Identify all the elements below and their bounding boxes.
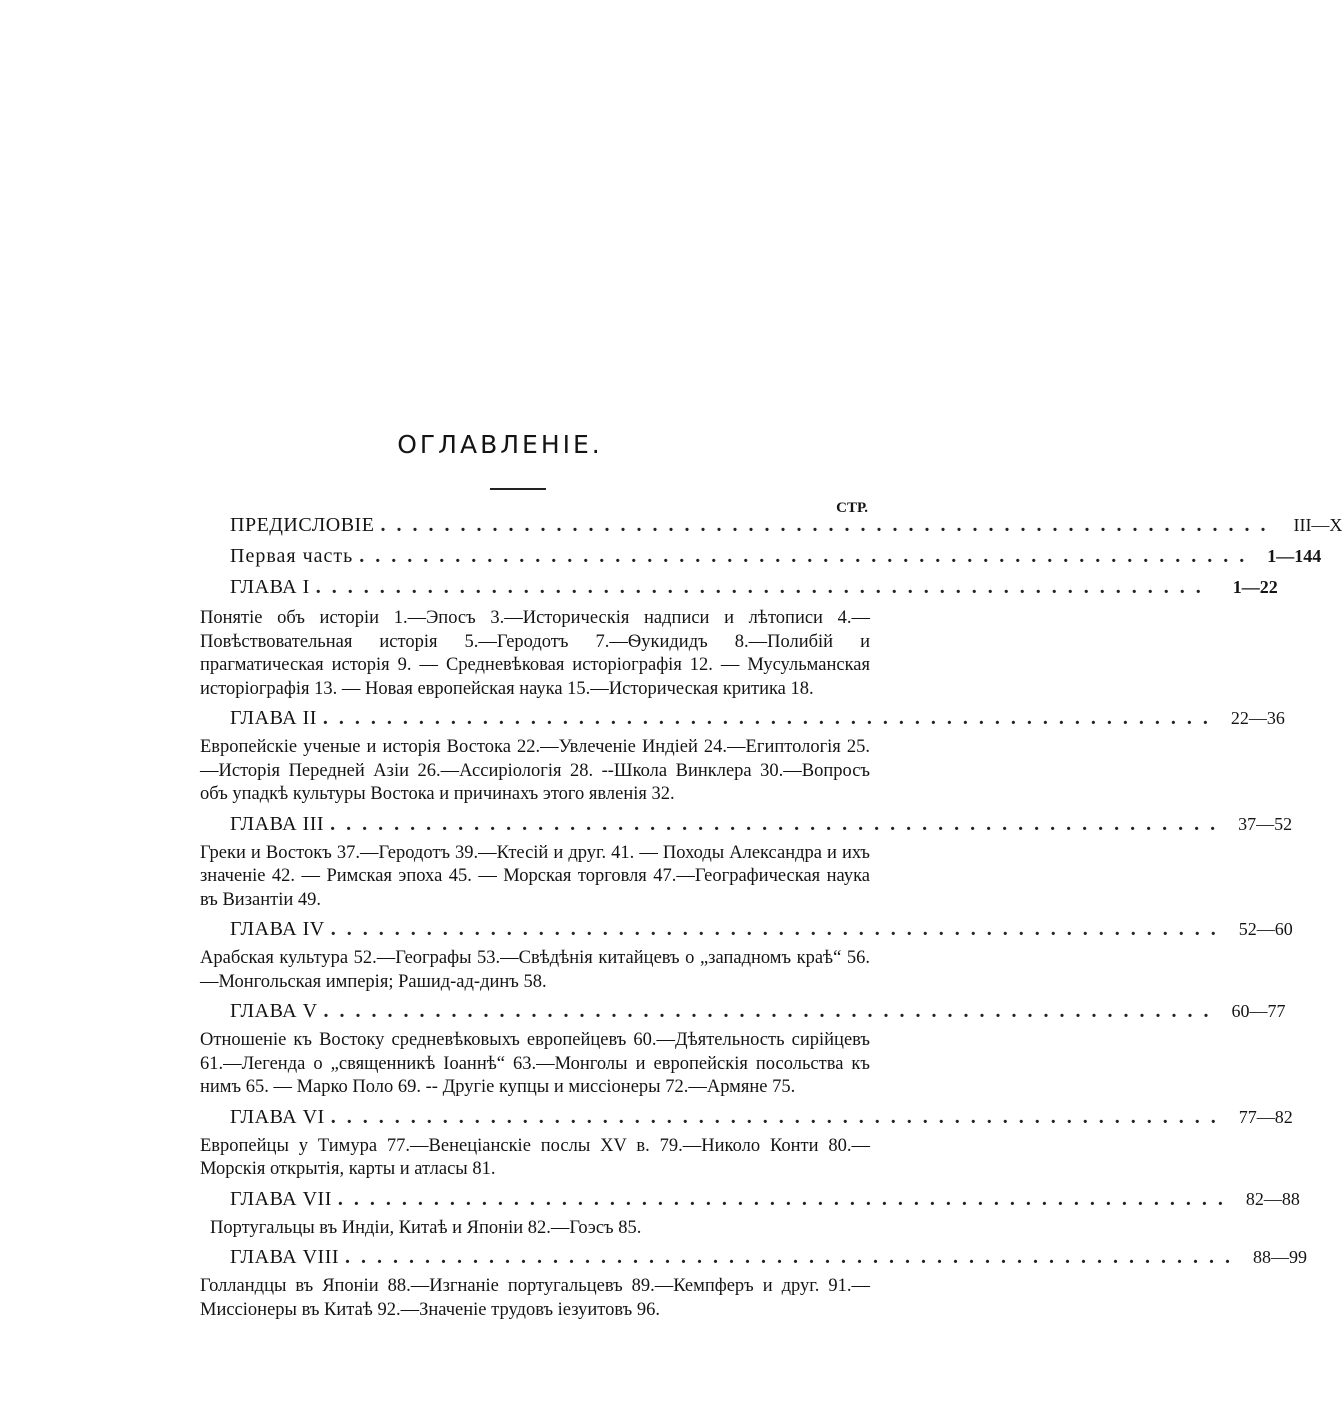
toc-entry-label: ГЛАВА II bbox=[230, 707, 317, 729]
page-title: ОГЛАВЛЕНІЕ. bbox=[397, 430, 603, 459]
toc-entry-label: ГЛАВА III bbox=[230, 812, 325, 835]
toc-entry-label: ГЛАВА V bbox=[230, 1000, 318, 1022]
dot-leader: ........................................................ bbox=[330, 918, 1227, 940]
chapter-summary: Европейцы у Тимура 77.—Венеціанскіе послы XV в. 79.—Николо Конти 80.—Морскія открытія, карты и атласы 81. bbox=[200, 1135, 870, 1179]
toc-entry-pages: 82—88 bbox=[1245, 1188, 1300, 1209]
dot-leader: ........................................................ bbox=[380, 514, 1277, 536]
dot-leader: ........................................................ bbox=[315, 576, 1212, 598]
toc-entry-pages: 88—99 bbox=[1253, 1247, 1308, 1267]
toc-entry bbox=[200, 918, 1293, 947]
toc-entry bbox=[200, 576, 1278, 607]
dot-leader: ........................................................ bbox=[359, 545, 1256, 567]
toc-entry-label: Первая часть bbox=[230, 545, 354, 567]
dot-leader: ........................................................ bbox=[345, 1246, 1242, 1268]
chapter-summary: Европейскіе ученые и исторія Востока 22.—Увлеченіе Индіей 24.—Египтологія 25.—Исторія Передней Азіи 26.—Ассиріологія 28. --Школа Винклера 30.—Вопросъ объ упадкѣ культуры Востока и причинахъ этого явленія 32. bbox=[200, 737, 870, 804]
toc-entry-pages: 37—52 bbox=[1238, 813, 1293, 834]
toc-entry-label: ГЛАВА VI bbox=[230, 1105, 325, 1128]
dot-leader: ........................................................ bbox=[322, 707, 1219, 729]
toc-entry-pages: 1—144 bbox=[1267, 546, 1322, 566]
toc-entry-pages: 60—77 bbox=[1231, 1001, 1286, 1021]
toc-entry bbox=[200, 514, 1342, 545]
dot-leader: ........................................................ bbox=[330, 1105, 1227, 1128]
dot-leader: ........................................................ bbox=[330, 812, 1227, 835]
page-column-header: СТР. bbox=[836, 500, 868, 516]
toc-entry bbox=[200, 812, 1293, 842]
toc-entry-pages: 77—82 bbox=[1238, 1106, 1293, 1127]
toc-entry-pages: 52—60 bbox=[1238, 919, 1293, 939]
dot-leader: ........................................................ bbox=[337, 1187, 1234, 1210]
toc-entry bbox=[200, 545, 1322, 576]
table-of-contents bbox=[200, 514, 1342, 1328]
toc-entry bbox=[200, 1105, 1293, 1135]
chapter-summary: Голландцы въ Японіи 88.—Изгнаніе португальцевъ 89.—Кемпферъ и друг. 91.—Миссіонеры въ Китаѣ 92.—Значеніе трудовъ іезуитовъ 96. bbox=[200, 1276, 870, 1320]
toc-entry-label: ПРЕДИСЛОВІЕ bbox=[230, 514, 375, 536]
chapter-summary: Арабская культура 52.—Географы 53.—Свѣдѣнія китайцевъ о „западномъ краѣ“ 56.—Монгольская имперія; Рашид-ад-динъ 58. bbox=[200, 948, 870, 992]
chapter-summary: Португальцы въ Индіи, Китаѣ и Японіи 82.—Гоэсъ 85. bbox=[210, 1217, 642, 1238]
title-rule bbox=[490, 488, 546, 490]
toc-entry-pages: 1—22 bbox=[1232, 577, 1278, 597]
toc-entry-pages: III—X bbox=[1293, 515, 1342, 535]
toc-entry-label: ГЛАВА IV bbox=[230, 918, 325, 940]
toc-entry-pages: 22—36 bbox=[1230, 708, 1285, 728]
toc-entry-label: ГЛАВА I bbox=[230, 576, 310, 598]
toc-entry-label: ГЛАВА VIII bbox=[230, 1246, 340, 1268]
toc-entry-label: ГЛАВА VII bbox=[230, 1187, 332, 1210]
chapter-summary: Греки и Востокъ 37.—Геродотъ 39.—Ктесій и друг. 41. — Походы Александра и ихъ значеніе 42. — Римская эпоха 45. — Морская торговля 47.—Географическая наука въ Византіи 49. bbox=[200, 842, 870, 910]
chapter-summary: Понятіе объ исторіи 1.—Эпосъ 3.—Историческія надписи и лѣтописи 4.—Повѣствовательная исторія 5.—Геродотъ 7.—Ѳукидидъ 8.—Полибій и прагматическая исторія 9. — Средневѣковая исторіографія 12. — Мусульманская исторіографія 13. — Новая европейская наука 15.—Историческая критика 18. bbox=[200, 608, 870, 699]
toc-entry bbox=[200, 1000, 1286, 1029]
toc-entry bbox=[200, 1246, 1308, 1275]
toc-entry bbox=[200, 1187, 1300, 1217]
dot-leader: ........................................................ bbox=[323, 1000, 1220, 1022]
toc-entry bbox=[200, 707, 1285, 736]
chapter-summary: Отношеніе къ Востоку средневѣковыхъ европейцевъ 60.—Дѣятельность сирійцевъ 61.—Легенда о „священникѣ Іоаннѣ“ 63.—Монголы и европейскія посольства къ нимъ 65. — Марко Поло 69. -- Другіе купцы и миссіонеры 72.—Армяне 75. bbox=[200, 1030, 870, 1097]
